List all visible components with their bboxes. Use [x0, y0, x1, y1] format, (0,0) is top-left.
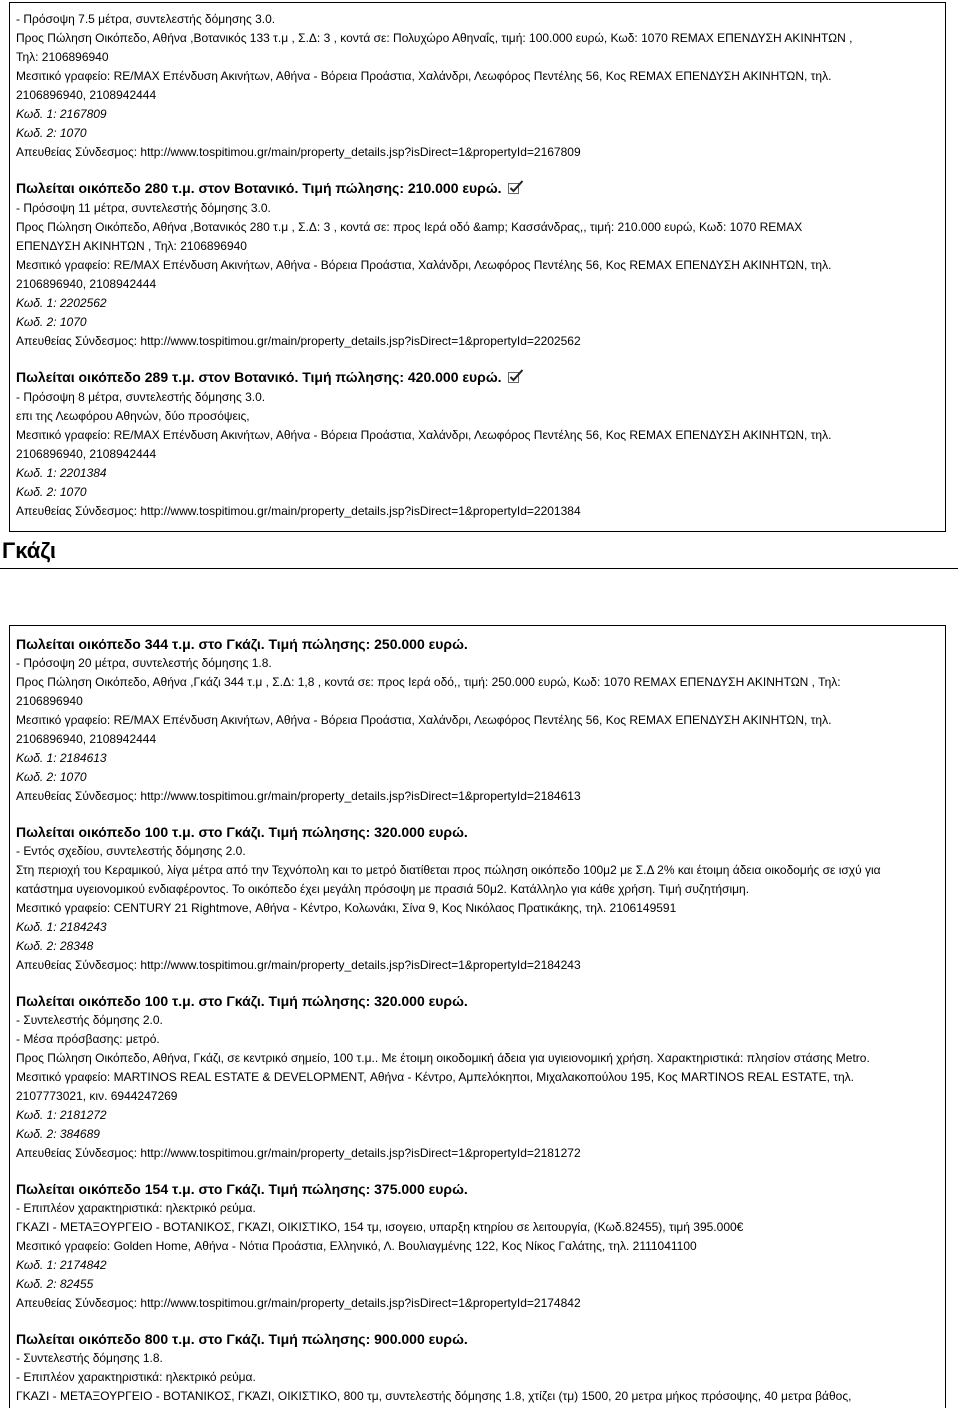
- listing-line: ΓΚΑΖΙ - ΜΕΤΑΞΟΥΡΓΕΙΟ - ΒΟΤΑΝΙΚΟΣ, ΓΚΆΖΙ, ΟΙΚΙΣΤΙΚΟ, 800 τμ, συντελεστής δόμησης 1.8, χτίζει (τμ) 1500, 20 μετρα μήκος πρόσοψης, 40 μετρα βάθος,: [16, 1389, 852, 1403]
- listing-line: Μεσιτικό γραφείο: Golden Home, Αθήνα - Νότια Προάστια, Ελληνικό, Λ. Βουλιαγμένης 122, Κος Νίκος Γαλάτης, τηλ. 2111041100: [16, 1239, 697, 1253]
- listing: [16, 1330, 945, 1406]
- listing-line: Στη περιοχή του Κεραμικού, λίγα μέτρα από την Τεχνόπολη και το μετρό διατίθεται προς πώληση οικόπεδο 100μ2 με Σ.Δ 2% και έτοιμη άδεια οικοδομής σε ισχύ για: [16, 863, 881, 877]
- listing-line: Τηλ: 2106896940: [16, 50, 109, 64]
- listing-line: - Συντελεστής δόμησης 2.0.: [16, 1013, 163, 1027]
- listing: [16, 368, 945, 521]
- listing-title: Πωλείται οικόπεδο 100 τ.μ. στο Γκάζι. Τιμή πώλησης: 320.000 ευρώ.: [16, 993, 468, 1009]
- listing-line: - Πρόσοψη 7.5 μέτρα, συντελεστής δόμησης 3.0.: [16, 12, 276, 26]
- listing-line: Προς Πώληση Οικόπεδο, Αθήνα ,Βοτανικός 280 τ.μ , Σ.Δ: 3 , κοντά σε: προς Ιερά οδό &amp; Κασσάνδρας,, τιμή: 210.000 ευρώ, Κωδ: 1070 REMAX: [16, 220, 803, 234]
- code-1: Κωδ. 1: 2181272: [16, 1108, 107, 1122]
- listing-title: Πωλείται οικόπεδο 154 τ.μ. στο Γκάζι. Τιμή πώλησης: 375.000 ευρώ.: [16, 1181, 468, 1197]
- listing-line: 2107773021, κιν. 6944247269: [16, 1089, 178, 1103]
- listing-line: 2106896940: [16, 694, 83, 708]
- code-1: Κωδ. 1: 2184243: [16, 920, 107, 934]
- code-2: Κωδ. 2: 1070: [16, 770, 87, 784]
- code-2: Κωδ. 2: 1070: [16, 315, 87, 329]
- code-2: Κωδ. 2: 1070: [16, 485, 87, 499]
- checkmark-icon: [508, 180, 524, 199]
- code-2: Κωδ. 2: 82455: [16, 1277, 94, 1291]
- listing-title: Πωλείται οικόπεδο 100 τ.μ. στο Γκάζι. Τιμή πώλησης: 320.000 ευρώ.: [16, 824, 468, 840]
- listing-line: - Επιπλέον χαρακτηριστικά: ηλεκτρικό ρεύμα.: [16, 1201, 256, 1215]
- code-2: Κωδ. 2: 1070: [16, 126, 87, 140]
- listing-line: 2106896940, 2108942444: [16, 732, 157, 746]
- listing-line: Μεσιτικό γραφείο: RE/MAX Επένδυση Ακινήτων, Αθήνα - Βόρεια Προάστια, Χαλάνδρι, Λεωφόρος Πεντέλης 56, Κος REMAX ΕΠΕΝΔΥΣΗ ΑΚΙΝΗΤΩΝ, τηλ.: [16, 258, 832, 272]
- listing-title-text: Πωλείται οικόπεδο 289 τ.μ. στον Βοτανικό. Τιμή πώλησης: 420.000 ευρώ.: [16, 369, 502, 385]
- listing-line: Μεσιτικό γραφείο: RE/MAX Επένδυση Ακινήτων, Αθήνα - Βόρεια Προάστια, Χαλάνδρι, Λεωφόρος Πεντέλης 56, Κος REMAX ΕΠΕΝΔΥΣΗ ΑΚΙΝΗΤΩΝ, τηλ.: [16, 69, 832, 83]
- listing-line: Μεσιτικό γραφείο: RE/MAX Επένδυση Ακινήτων, Αθήνα - Βόρεια Προάστια, Χαλάνδρι, Λεωφόρος Πεντέλης 56, Κος REMAX ΕΠΕΝΔΥΣΗ ΑΚΙΝΗΤΩΝ, τηλ.: [16, 713, 832, 727]
- code-1: Κωδ. 1: 2174842: [16, 1258, 107, 1272]
- listing-line: - Μέσα πρόσβασης: μετρό.: [16, 1032, 160, 1046]
- listings-box-votanikos: [9, 2, 946, 532]
- listing-line: 2106896940, 2108942444: [16, 447, 157, 461]
- listing: [16, 823, 945, 975]
- listing: [16, 992, 945, 1163]
- listing-line: Προς Πώληση Οικόπεδο, Αθήνα ,Γκάζι 344 τ.μ , Σ.Δ: 1,8 , κοντά σε: προς Ιερά οδό,, τιμή: 250.000 ευρώ, Κωδ: 1070 REMAX ΕΠΕΝΔΥΣΗ ΑΚΙΝΗΤΩΝ , Τηλ:: [16, 675, 841, 689]
- listing-line: ΕΠΕΝΔΥΣΗ ΑΚΙΝΗΤΩΝ , Τηλ: 2106896940: [16, 239, 247, 253]
- listing: [16, 179, 945, 351]
- listing: [16, 10, 945, 162]
- listing-line: 2106896940, 2108942444: [16, 88, 157, 102]
- code-2: Κωδ. 2: 28348: [16, 939, 94, 953]
- checkmark-icon: [508, 369, 524, 388]
- listing-line: Μεσιτικό γραφείο: CENTURY 21 Rightmove, Αθήνα - Κέντρο, Κολωνάκι, Σίνα 9, Κος Νικόλαος Πρατικάκης, τηλ. 2106149591: [16, 901, 677, 915]
- listing-line: ΓΚΑΖΙ - ΜΕΤΑΞΟΥΡΓΕΙΟ - ΒΟΤΑΝΙΚΟΣ, ΓΚΆΖΙ, ΟΙΚΙΣΤΙΚΟ, 154 τμ, ισογειο, υπαρξη κτηρίου σε λειτουργία, (Κωδ.82455), τιμή 395.000€: [16, 1220, 744, 1234]
- listing-line: - Πρόσοψη 11 μέτρα, συντελεστής δόμησης 3.0.: [16, 201, 271, 215]
- listing-line: κατάστημα υγειονομικού ενδιαφέροντος. Το οικόπεδο έχει μεγάλη πρόσοψη με πρασιά 50μ2. Κατάλληλο για κάθε χρήση. Τιμή συζητήσιμη.: [16, 882, 750, 896]
- listing-line: Μεσιτικό γραφείο: MARTINOS REAL ESTATE & DEVELOPMENT, Αθήνα - Κέντρο, Αμπελόκηποι, Μιχαλακοπούλου 195, Κος MARTINOS REAL ESTATE, τηλ.: [16, 1070, 855, 1084]
- listing-line: Προς Πώληση Οικόπεδο, Αθήνα, Γκάζι, σε κεντρικό σημείο, 100 τ.μ.. Με έτοιμη οικοδομική άδεια για υγιειονομική χρήση. Χαρακτηριστικά: πλησίον στάσης Metro.: [16, 1051, 870, 1065]
- listing-line: - Εντός σχεδίου, συντελεστής δόμησης 2.0.: [16, 844, 246, 858]
- listings-box-gkazi: [9, 625, 946, 1408]
- code-1: Κωδ. 1: 2184613: [16, 751, 107, 765]
- listing-title: Πωλείται οικόπεδο 800 τ.μ. στο Γκάζι. Τιμή πώλησης: 900.000 ευρώ.: [16, 1331, 468, 1347]
- listing-title-text: Πωλείται οικόπεδο 280 τ.μ. στον Βοτανικό. Τιμή πώλησης: 210.000 ευρώ.: [16, 180, 502, 196]
- listing-line: Μεσιτικό γραφείο: RE/MAX Επένδυση Ακινήτων, Αθήνα - Βόρεια Προάστια, Χαλάνδρι, Λεωφόρος Πεντέλης 56, Κος REMAX ΕΠΕΝΔΥΣΗ ΑΚΙΝΗΤΩΝ, τηλ.: [16, 428, 832, 442]
- direct-link[interactable]: Απευθείας Σύνδεσμος: http://www.tospitimou.gr/main/property_details.jsp?isDirect=1&propertyId=2201384: [16, 504, 581, 518]
- listing-line: - Επιπλέον χαρακτηριστικά: ηλεκτρικό ρεύμα.: [16, 1370, 256, 1384]
- code-1: Κωδ. 1: 2202562: [16, 296, 107, 310]
- listing: [16, 1180, 945, 1313]
- listing-line: - Πρόσοψη 8 μέτρα, συντελεστής δόμησης 3.0.: [16, 390, 266, 404]
- code-2: Κωδ. 2: 384689: [16, 1127, 100, 1141]
- code-1: Κωδ. 1: 2167809: [16, 107, 107, 121]
- direct-link[interactable]: Απευθείας Σύνδεσμος: http://www.tospitimou.gr/main/property_details.jsp?isDirect=1&propertyId=2202562: [16, 334, 581, 348]
- direct-link[interactable]: Απευθείας Σύνδεσμος: http://www.tospitimou.gr/main/property_details.jsp?isDirect=1&propertyId=2167809: [16, 145, 581, 159]
- listing-line: επι της Λεωφόρου Αθηνών, δύο προσόψεις,: [16, 409, 250, 423]
- listing-line: - Πρόσοψη 20 μέτρα, συντελεστής δόμησης 1.8.: [16, 656, 272, 670]
- listing: [16, 635, 945, 806]
- category-heading: Γκάζι: [0, 538, 958, 569]
- direct-link[interactable]: Απευθείας Σύνδεσμος: http://www.tospitimou.gr/main/property_details.jsp?isDirect=1&propertyId=2174842: [16, 1296, 581, 1310]
- listing-title: [16, 368, 945, 388]
- listing-line: 2106896940, 2108942444: [16, 277, 157, 291]
- direct-link[interactable]: Απευθείας Σύνδεσμος: http://www.tospitimou.gr/main/property_details.jsp?isDirect=1&propertyId=2184243: [16, 958, 581, 972]
- direct-link[interactable]: Απευθείας Σύνδεσμος: http://www.tospitimou.gr/main/property_details.jsp?isDirect=1&propertyId=2181272: [16, 1146, 581, 1160]
- listing-title: Πωλείται οικόπεδο 344 τ.μ. στο Γκάζι. Τιμή πώλησης: 250.000 ευρώ.: [16, 636, 468, 652]
- code-1: Κωδ. 1: 2201384: [16, 466, 107, 480]
- listing-line: - Συντελεστής δόμησης 1.8.: [16, 1351, 163, 1365]
- listing-title: [16, 179, 945, 199]
- direct-link[interactable]: Απευθείας Σύνδεσμος: http://www.tospitimou.gr/main/property_details.jsp?isDirect=1&propertyId=2184613: [16, 789, 581, 803]
- listing-line: Προς Πώληση Οικόπεδο, Αθήνα ,Βοτανικός 133 τ.μ , Σ.Δ: 3 , κοντά σε: Πολυχώρο Αθηναΐς, τιμή: 100.000 ευρώ, Κωδ: 1070 REMAX ΕΠΕΝΔΥΣΗ ΑΚΙΝΗΤΩΝ ,: [16, 31, 853, 45]
